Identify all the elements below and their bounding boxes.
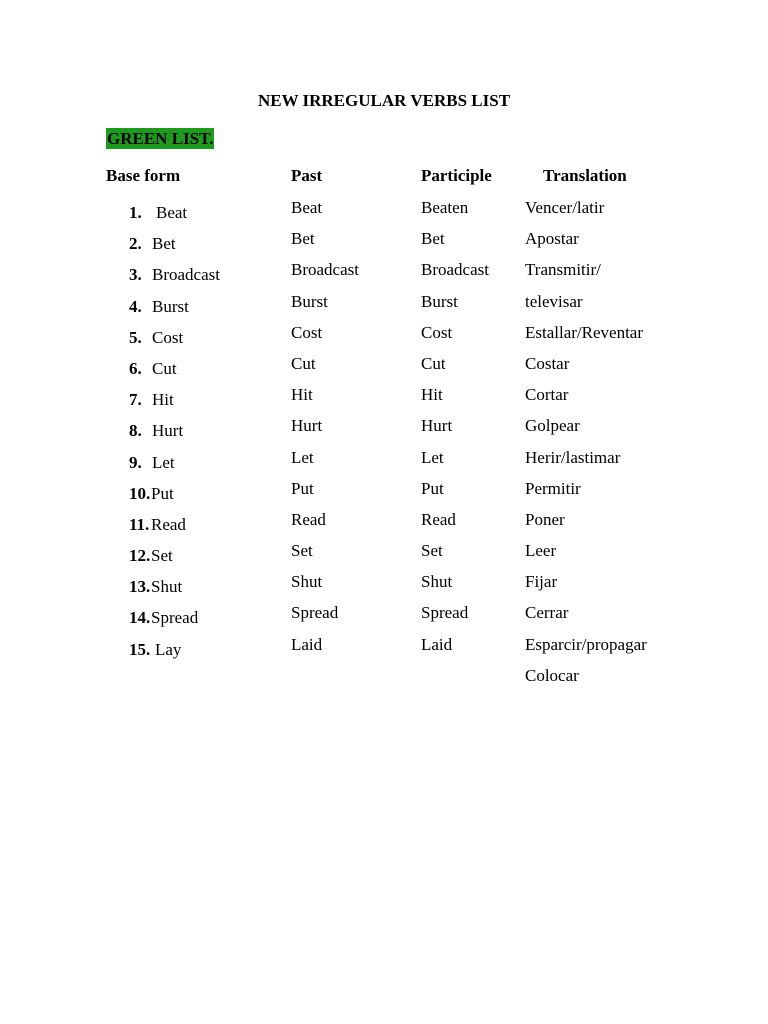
base-form-item — [129, 420, 220, 451]
base-verb: Broadcast — [152, 265, 220, 285]
past-verb: Set — [291, 541, 313, 561]
base-verb: Hurt — [152, 421, 184, 441]
translation-text: Transmitir/ — [525, 260, 601, 280]
base-form-item — [129, 639, 220, 670]
base-verb: Cost — [152, 327, 184, 347]
item-number: 3. — [129, 265, 142, 285]
base-form-item — [129, 389, 220, 420]
header-participle: Participle — [421, 166, 492, 185]
translation-column — [525, 197, 647, 696]
base-form-item — [129, 607, 220, 638]
participle-verb: Shut — [421, 572, 453, 592]
past-verb: Shut — [291, 572, 323, 592]
participle-verb: Bet — [421, 229, 445, 249]
participle-verb: Spread — [421, 603, 469, 623]
past-column — [291, 197, 359, 665]
item-number: 4. — [129, 296, 142, 316]
base-verb: Shut — [151, 577, 183, 597]
base-verb: Burst — [152, 296, 189, 316]
base-form-item — [129, 576, 220, 607]
item-number: 10. — [129, 483, 151, 503]
item-number: 7. — [129, 390, 142, 410]
participle-verb: Hit — [421, 385, 443, 405]
item-number: 1. — [129, 203, 142, 222]
base-verb: Beat — [156, 203, 188, 222]
translation-text: Cortar — [525, 385, 569, 405]
item-number: 11. — [129, 514, 150, 534]
base-form-column — [129, 202, 220, 670]
base-verb: Read — [151, 514, 186, 534]
base-form-item — [129, 483, 220, 514]
translation-text: televisar — [525, 291, 583, 311]
base-verb: Put — [151, 483, 174, 503]
document-title: NEW IRREGULAR VERBS LIST — [257, 91, 511, 110]
participle-column — [421, 197, 489, 665]
base-verb: Spread — [151, 608, 199, 628]
participle-verb: Burst — [421, 291, 458, 311]
item-number: 15. — [129, 639, 151, 659]
translation-text: Apostar — [525, 229, 579, 249]
participle-verb: Put — [421, 478, 444, 498]
past-verb: Hit — [291, 385, 313, 405]
participle-verb: Hurt — [421, 416, 453, 436]
participle-verb: Laid — [421, 634, 453, 654]
translation-text: Cerrar — [525, 603, 569, 623]
base-verb: Lay — [155, 639, 182, 659]
translation-text: Golpear — [525, 416, 580, 436]
past-verb: Burst — [291, 291, 328, 311]
item-number: 12. — [129, 546, 151, 566]
translation-text: Leer — [525, 541, 557, 561]
translation-text: Estallar/Reventar — [525, 322, 644, 342]
translation-text: Poner — [525, 509, 565, 529]
translation-text: Vencer/latir — [525, 198, 605, 217]
past-verb: Spread — [291, 603, 339, 623]
past-verb: Let — [291, 447, 314, 467]
base-form-item — [129, 545, 220, 576]
base-form-item — [129, 296, 220, 327]
past-verb: Bet — [291, 229, 315, 249]
participle-verb: Cost — [421, 322, 453, 342]
translation-text: Costar — [525, 353, 570, 373]
participle-verb: Beaten — [421, 198, 469, 217]
base-form-item — [129, 202, 220, 233]
translation-text: Esparcir/propagar — [525, 634, 647, 654]
past-verb: Cut — [291, 353, 316, 373]
base-form-item — [129, 514, 220, 545]
past-verb: Put — [291, 478, 314, 498]
base-verb: Cut — [152, 358, 177, 378]
translation-text: Permitir — [525, 478, 581, 498]
item-number: 14. — [129, 608, 151, 628]
translation-text: Colocar — [525, 665, 579, 685]
item-number: 8. — [129, 421, 142, 441]
base-form-item — [129, 358, 220, 389]
base-form-item — [129, 452, 220, 483]
participle-verb: Set — [421, 541, 443, 561]
base-form-item — [129, 264, 220, 295]
header-base-form: Base form — [106, 166, 181, 185]
header-past: Past — [291, 166, 323, 185]
translation-text: Herir/lastimar — [525, 447, 621, 467]
past-verb: Cost — [291, 322, 323, 342]
base-verb: Bet — [152, 234, 176, 254]
past-verb: Broadcast — [291, 260, 359, 280]
past-verb: Laid — [291, 634, 323, 654]
past-verb: Beat — [291, 198, 323, 217]
item-number: 2. — [129, 234, 142, 254]
past-verb: Hurt — [291, 416, 323, 436]
header-translation: Translation — [543, 166, 627, 185]
green-list-label: GREEN LIST. — [107, 129, 214, 148]
base-verb: Hit — [152, 390, 174, 410]
base-form-item — [129, 327, 220, 358]
item-number: 6. — [129, 358, 142, 378]
translation-text: Fijar — [525, 572, 558, 592]
item-number: 5. — [129, 327, 142, 347]
participle-verb: Let — [421, 447, 444, 467]
past-verb: Read — [291, 509, 326, 529]
participle-verb: Read — [421, 509, 456, 529]
item-number: 9. — [129, 452, 142, 472]
base-form-item — [129, 233, 220, 264]
participle-verb: Cut — [421, 353, 446, 373]
base-verb: Let — [152, 452, 175, 472]
base-verb: Set — [151, 546, 173, 566]
item-number: 13. — [129, 577, 151, 597]
participle-verb: Broadcast — [421, 260, 489, 280]
